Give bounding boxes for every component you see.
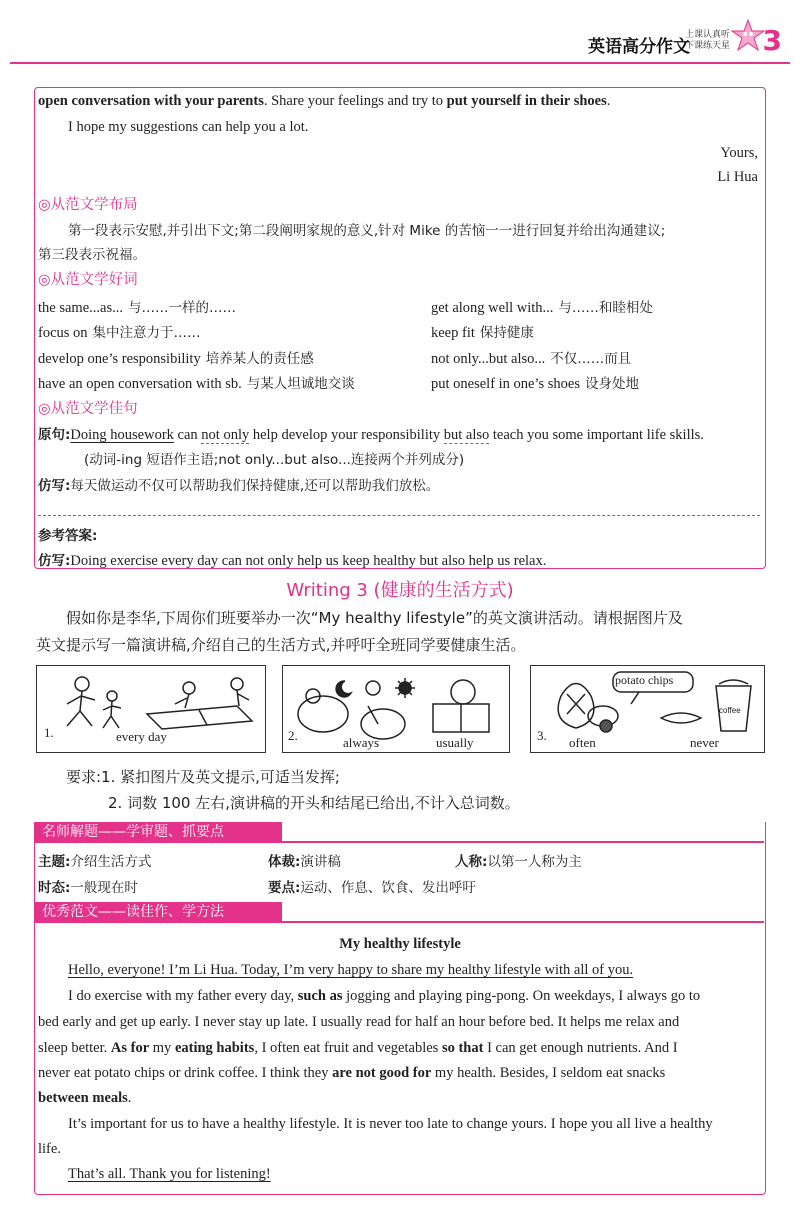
picture-3-label-never: never [690,735,719,750]
text: but also [443,427,490,443]
requirement-1: 要求:1. 紧扣图片及英文提示,可适当发挥; [66,768,340,786]
phrase-cn: 保持健康 [479,325,534,341]
coffee-cup-text: coffee [719,706,741,715]
answer-text: Doing exercise every day can not only help us keep healthy but also help us relax. [70,553,547,569]
phrase-en: put oneself in one’s shoes [431,376,581,392]
text: , I often eat fruit and vegetables [254,1040,442,1056]
model-line-4 [38,1065,665,1082]
analysis-banner: 名师解题——学审题、抓要点 [34,822,282,842]
tense-value: 一般现在时 [70,880,138,896]
left-phrase-row [38,321,201,342]
person-label: 人称: [455,854,488,870]
phrase-cn: 集中注意力于…… [92,325,201,341]
text: never eat potato chips or drink coffee. I think they [38,1065,333,1081]
original-label: 原句: [38,427,71,443]
points-value: 运动、作息、饮食、发出呼吁 [300,880,476,896]
essay-line-2: I hope my suggestions can help you a lot. [68,119,309,135]
picture-2-sleep [282,665,510,753]
header-divider [10,62,790,64]
model-essay-title: My healthy lifestyle [339,936,461,952]
phrase-en: the same...as... [38,300,123,316]
essay-line-1 [38,93,610,110]
phrase-cn: 不仅……而且 [550,351,632,367]
text: help develop your responsibility [249,427,444,443]
topic-label: 主题: [38,854,71,870]
phrase-en: keep fit [431,325,475,341]
phrase-en: focus on [38,325,88,341]
answer-line [38,549,546,570]
writing-3-title: Writing 3 (健康的生活方式) [286,580,514,601]
layout-text-1: 第一段表示安慰,并引出下文;第二段阐明家规的意义,针对 Mike 的苦恼一一进行回复并给出沟通建议; [68,223,666,239]
text: my [149,1040,175,1056]
text: . [606,93,611,109]
text: Doing housework [70,427,174,443]
layout-heading: ◎从范文学布局 [38,197,138,213]
phrase-eating-habits: eating habits [174,1040,255,1056]
points-label: 要点: [268,880,301,896]
left-phrase-row [38,347,314,368]
model-essay-box [34,822,766,1195]
model-line-7: life. [38,1141,61,1157]
requirement-2: 2. 词数 100 左右,演讲稿的开头和结尾已给出,不计入总词数。 [108,794,520,812]
model-closing: That’s all. Thank you for listening! [68,1166,271,1182]
slogan-line-1: 上课认真听 [684,30,730,40]
phrase-en: have an open conversation with sb. [38,376,242,392]
text: sleep better. [38,1040,111,1056]
words-heading: ◎从范文学好词 [38,272,138,288]
phrase-cn: 设身处地 [585,376,640,392]
right-phrase-row [431,372,639,393]
answer-imitate-label: 仿写: [38,553,71,569]
phrase-put-yourself: put yourself in their shoes [446,93,607,109]
sentence-heading: ◎从范文学佳句 [38,401,138,417]
picture-3-number: 3. [537,728,547,743]
phrase-cn: 培养某人的责任感 [205,351,314,367]
prompt-line-1: 假如你是李华,下周你们班要举办一次“My healthy lifestyle”的英文演讲活动。请根据图片及 [66,609,683,627]
text: . Share your feelings and try to [263,93,447,109]
phrase-en: develop one’s responsibility [38,351,201,367]
phrase-as-for: As for [110,1040,150,1056]
picture-3-food [530,665,765,753]
original-note: (动词-ing 短语作主语;not only...but also...连接两个并列成分) [84,452,465,468]
picture-3-label-often: often [569,735,596,750]
phrase-such-as: such as [297,988,343,1004]
model-banner: 优秀范文——读佳作、学方法 [34,902,282,922]
phrase-cn: 与某人坦诚地交谈 [246,376,355,392]
model-line-6: It’s important for us to have a healthy lifestyle. It is never too late to change yours. I hope you all live a healthy [68,1116,713,1132]
genre-value: 演讲稿 [300,854,341,870]
model-opening: Hello, everyone! I’m Li Hua. Today, I’m very happy to share my healthy lifestyle with all of you. [68,962,634,978]
topic-value: 介绍生活方式 [70,854,152,870]
text: my health. Besides, I seldom eat snacks [431,1065,666,1081]
phrase-en: not only...but also... [431,351,546,367]
phrase-open-conversation: open conversation with your parents [38,93,264,109]
text: . [127,1090,132,1106]
original-sentence [38,423,704,444]
model-line-3 [38,1040,678,1057]
right-phrase-row [431,347,631,368]
slogan-line-2: 下课练天星 [684,41,730,51]
genre-label: 体裁: [268,854,301,870]
picture-2-label-always: always [343,735,380,750]
text: I can get enough nutrients. And I [483,1040,678,1056]
answer-label: 参考答案: [38,528,98,544]
mascot-star-icon [730,18,766,54]
picture-2-number: 2. [288,728,298,743]
text: teach you some important life skills. [489,427,704,443]
header-slogan [685,30,730,52]
model-line-1 [68,988,700,1005]
book-title: 英语高分作文 [588,37,690,57]
picture-1-label-every-day: every day [116,729,167,744]
phrase-between-meals: between meals [38,1090,128,1106]
text: I do exercise with my father every day, [68,988,298,1004]
essay-closing: Yours, [720,145,758,161]
essay-signature: Li Hua [717,169,758,185]
person-value: 以第一人称为主 [487,854,582,870]
model-line-2: bed early and get up early. I never stay up late. I usually read for half an hour before bed. It helps me relax and [38,1014,680,1030]
page-number: 3 [762,24,782,57]
phrase-so-that: so that [441,1040,484,1056]
phrase-not-good-for: are not good for [332,1065,432,1081]
text: jogging and playing ping-pong. On weekdays, I always go to [342,988,701,1004]
imitate-text: 每天做运动不仅可以帮助我们保持健康,还可以帮助我们放松。 [70,478,440,494]
picture-2-label-usually: usually [436,735,474,750]
dashed-divider [38,515,760,516]
text: can [173,427,202,443]
phrase-cn: 与……和睦相处 [558,300,653,316]
model-line-5 [38,1090,131,1107]
left-phrase-row [38,372,355,393]
text: not only [201,427,250,443]
picture-1-number: 1. [44,725,54,740]
layout-text-2: 第三段表示祝福。 [38,247,146,263]
left-phrase-row [38,296,236,317]
imitate-line [38,474,439,494]
phrase-en: get along well with... [431,300,554,316]
phrase-cn: 与……一样的…… [127,300,236,316]
tense-label: 时态: [38,880,71,896]
potato-chips-bubble-text: potato chips [615,673,674,687]
right-phrase-row [431,321,534,342]
right-phrase-row [431,296,653,317]
prompt-line-2: 英文提示写一篇演讲稿,介绍自己的生活方式,并呼吁全班同学要健康生活。 [36,636,526,654]
sleep-illustration [283,666,509,752]
imitate-label: 仿写: [38,478,71,494]
